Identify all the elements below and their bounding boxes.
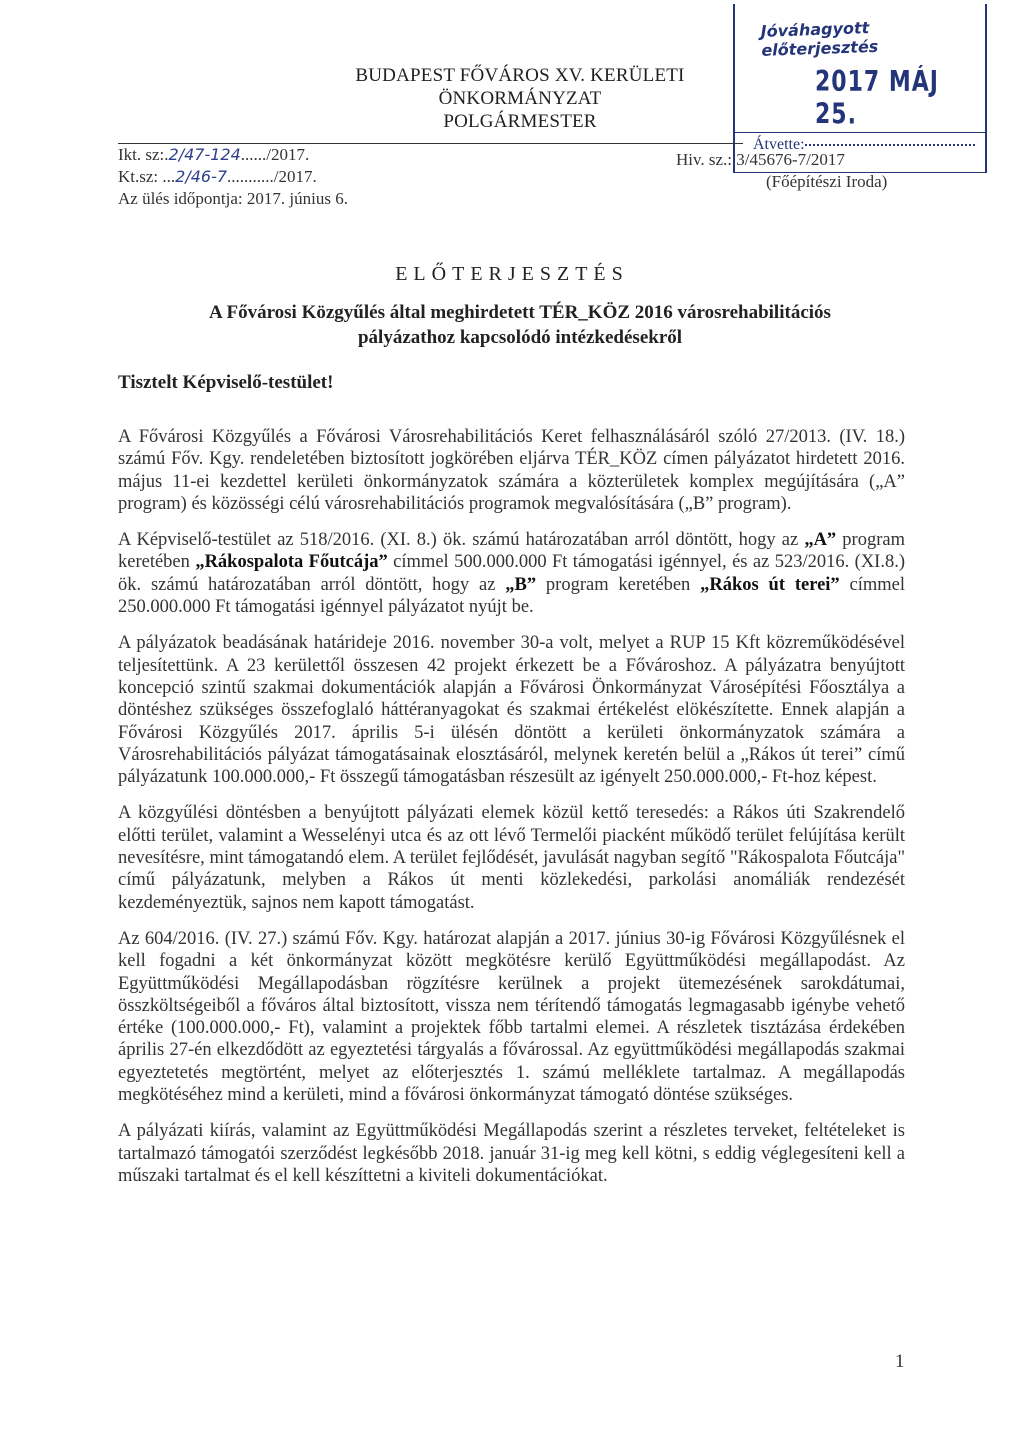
reference-number: Hiv. sz.: 3/45676-7/2017: [676, 150, 845, 169]
issuer-block: [310, 64, 730, 133]
registration-block: [118, 144, 348, 210]
body-text: [118, 426, 905, 1201]
paragraph-2: A Képviselő-testület az 518/2016. (XI. 8.) ök. számú határozatában arról döntött, hogy az „A” program keretében „Rákospalota Főutcája” címmel 500.000.000 Ft támogatási igénnyel, és az 523/2016. (XI.8.) ök. számú határozatában arról döntött, hogy az „B” program keretében „Rákos út terei” címmel 250.000.000 Ft támogatási igénnyel pályázatot nyújt be.: [118, 530, 905, 618]
issuer-line-3: POLGÁRMESTER: [443, 111, 597, 132]
ikt-line: Ikt. sz:.2/47-124....../2017.: [118, 145, 310, 164]
stamp-title: Jóváhagyott előterjesztés: [760, 18, 879, 60]
stamp-received-label: Átvette:: [753, 136, 805, 153]
stamp-signature-line: [805, 144, 975, 146]
office-name: (Főépítészi Iroda): [766, 172, 888, 191]
issuer-line-1: BUDAPEST FŐVÁROS XV. KERÜLETI: [355, 65, 685, 86]
paragraph-1: A Fővárosi Közgyűlés a Fővárosi Városrehabilitációs Keret felhasználásáról szóló 27/2013. (IV. 18.) számú Főv. Kgy. rendeletében biztosított jogkörében eljárva TÉR_KÖZ címen pályázatot hirdetett 2016. május 11-ei kezdettel kerületi önkormányzatok számára a közterületek komplex megújítására („A” program) és közösségi célú városrehabilitációs programok megvalósítására („B” program).: [118, 427, 905, 514]
ktsz-handwritten-number: 2/46-7: [175, 167, 228, 186]
paragraph-6: A pályázati kiírás, valamint az Együttműködési Megállapodás szerint a részletes terveket, feltételeket is tartalmazó támogatói szerződést legkésőbb 2018. január 31-ig meg kell kötni, s eddig véglegesíteni kell a műszaki tartalmat és el kell készíttetni a kiviteli dokumentációkat.: [118, 1121, 905, 1186]
stamp-date: 2017 MÁJ 25.: [815, 66, 939, 132]
paragraph-5: Az 604/2016. (IV. 27.) számú Főv. Kgy. határozat alapján a 2017. június 30-ig Fővárosi Közgyűlésnek el kell fogadni a két önkormányzat között megkötésre kerülő Együttműködési megállapodást. Az Együttműködési Megállapodásban rögzítésre kerülnek a projekt ütemezésének sarokdátumai, összköltségeiből a főváros által biztosított, vissza nem térítendő támogatás legmagasabb igénybe vehető értéke (100.000.000,- Ft), valamint a projektek főbb tartalmi elemei. A részletek tisztázása érdekében április 27-én elkezdődött az egyeztetési tárgyalás a fővárossal. Az együttműködési megállapodás szakmai egyeztetetés megtörtént, melyet az előterjesztés 1. számú melléklete tartalmaz. A megállapodás megkötéséhez mind a kerületi, mind a fővárosi önkormányzat támogató döntése szükséges.: [118, 928, 905, 1106]
page-number: 1: [895, 1351, 905, 1372]
salutation: Tisztelt Képviselő-testület!: [118, 372, 334, 393]
issuer-line-2: ÖNKORMÁNYZAT: [438, 88, 602, 109]
ktsz-year: /2017.: [273, 167, 317, 186]
document-type: ELŐTERJESZTÉS: [395, 263, 629, 285]
document-subject: A Fővárosi Közgyűlés által meghirdetett TÉR_KÖZ 2016 városrehabilitációs pályázathoz kapcsolódó intézkedésekről: [209, 302, 831, 348]
paragraph-4: A közgyűlési döntésben a benyújtott pályázati elemek közül kettő teresedés: a Rákos úti Szakrendelő előtti terület, valamint a Wesselényi utca és az ott lévő Termelői piacként működő terület felújítása került nevesítésre, mint támogatandó elem. A terület fejlődését, javulását nagyban segítő "Rákospalota Főutcája" című pályázatunk, melyben a Rákos út menti közlekedési, parkolási anomáliák rendezését kezdeményeztük, sajnos nem kapott támogatást.: [118, 803, 905, 913]
ktsz-label: Kt.sz:: [118, 167, 159, 186]
ikt-handwritten-number: 2/47-124: [168, 145, 241, 164]
paragraph-3: A pályázatok beadásának határideje 2016. november 30-a volt, melyet a RUP 15 Kft közreműködésével teljesítettünk. A 23 kerülettől összesen 42 projekt érkezett be a Fővároshoz. A pályázatra benyújtott koncepció szintű szakmai dokumentációk alapján a Fővárosi Önkormányzat Városépítési Főosztálya a döntéshez szükséges összefoglaló háttéranyagokat és szakmai értékelést elökészítette. Ennek alapján a Fővárosi Közgyűlés 2017. április 5-i ülésén döntött a kerületi önkormányzatok számára a Városrehabilitációs pályázat támogatásainak elosztásáról, melynek keretén belül a „Rákos út terei” című pályázatunk 100.000.000,- Ft összegű támogatásban részesült az igényelt 250.000.000,- Ft-hoz képest.: [118, 633, 905, 788]
stamp-divider: [735, 132, 985, 133]
ikt-label: Ikt. sz:: [118, 145, 165, 164]
ktsz-line: Kt.sz: ...2/46-7.........../2017.: [118, 167, 317, 186]
approval-stamp: [733, 4, 987, 173]
ikt-year: /2017.: [266, 145, 310, 164]
meeting-date: Az ülés időpontja: 2017. június 6.: [118, 189, 348, 208]
